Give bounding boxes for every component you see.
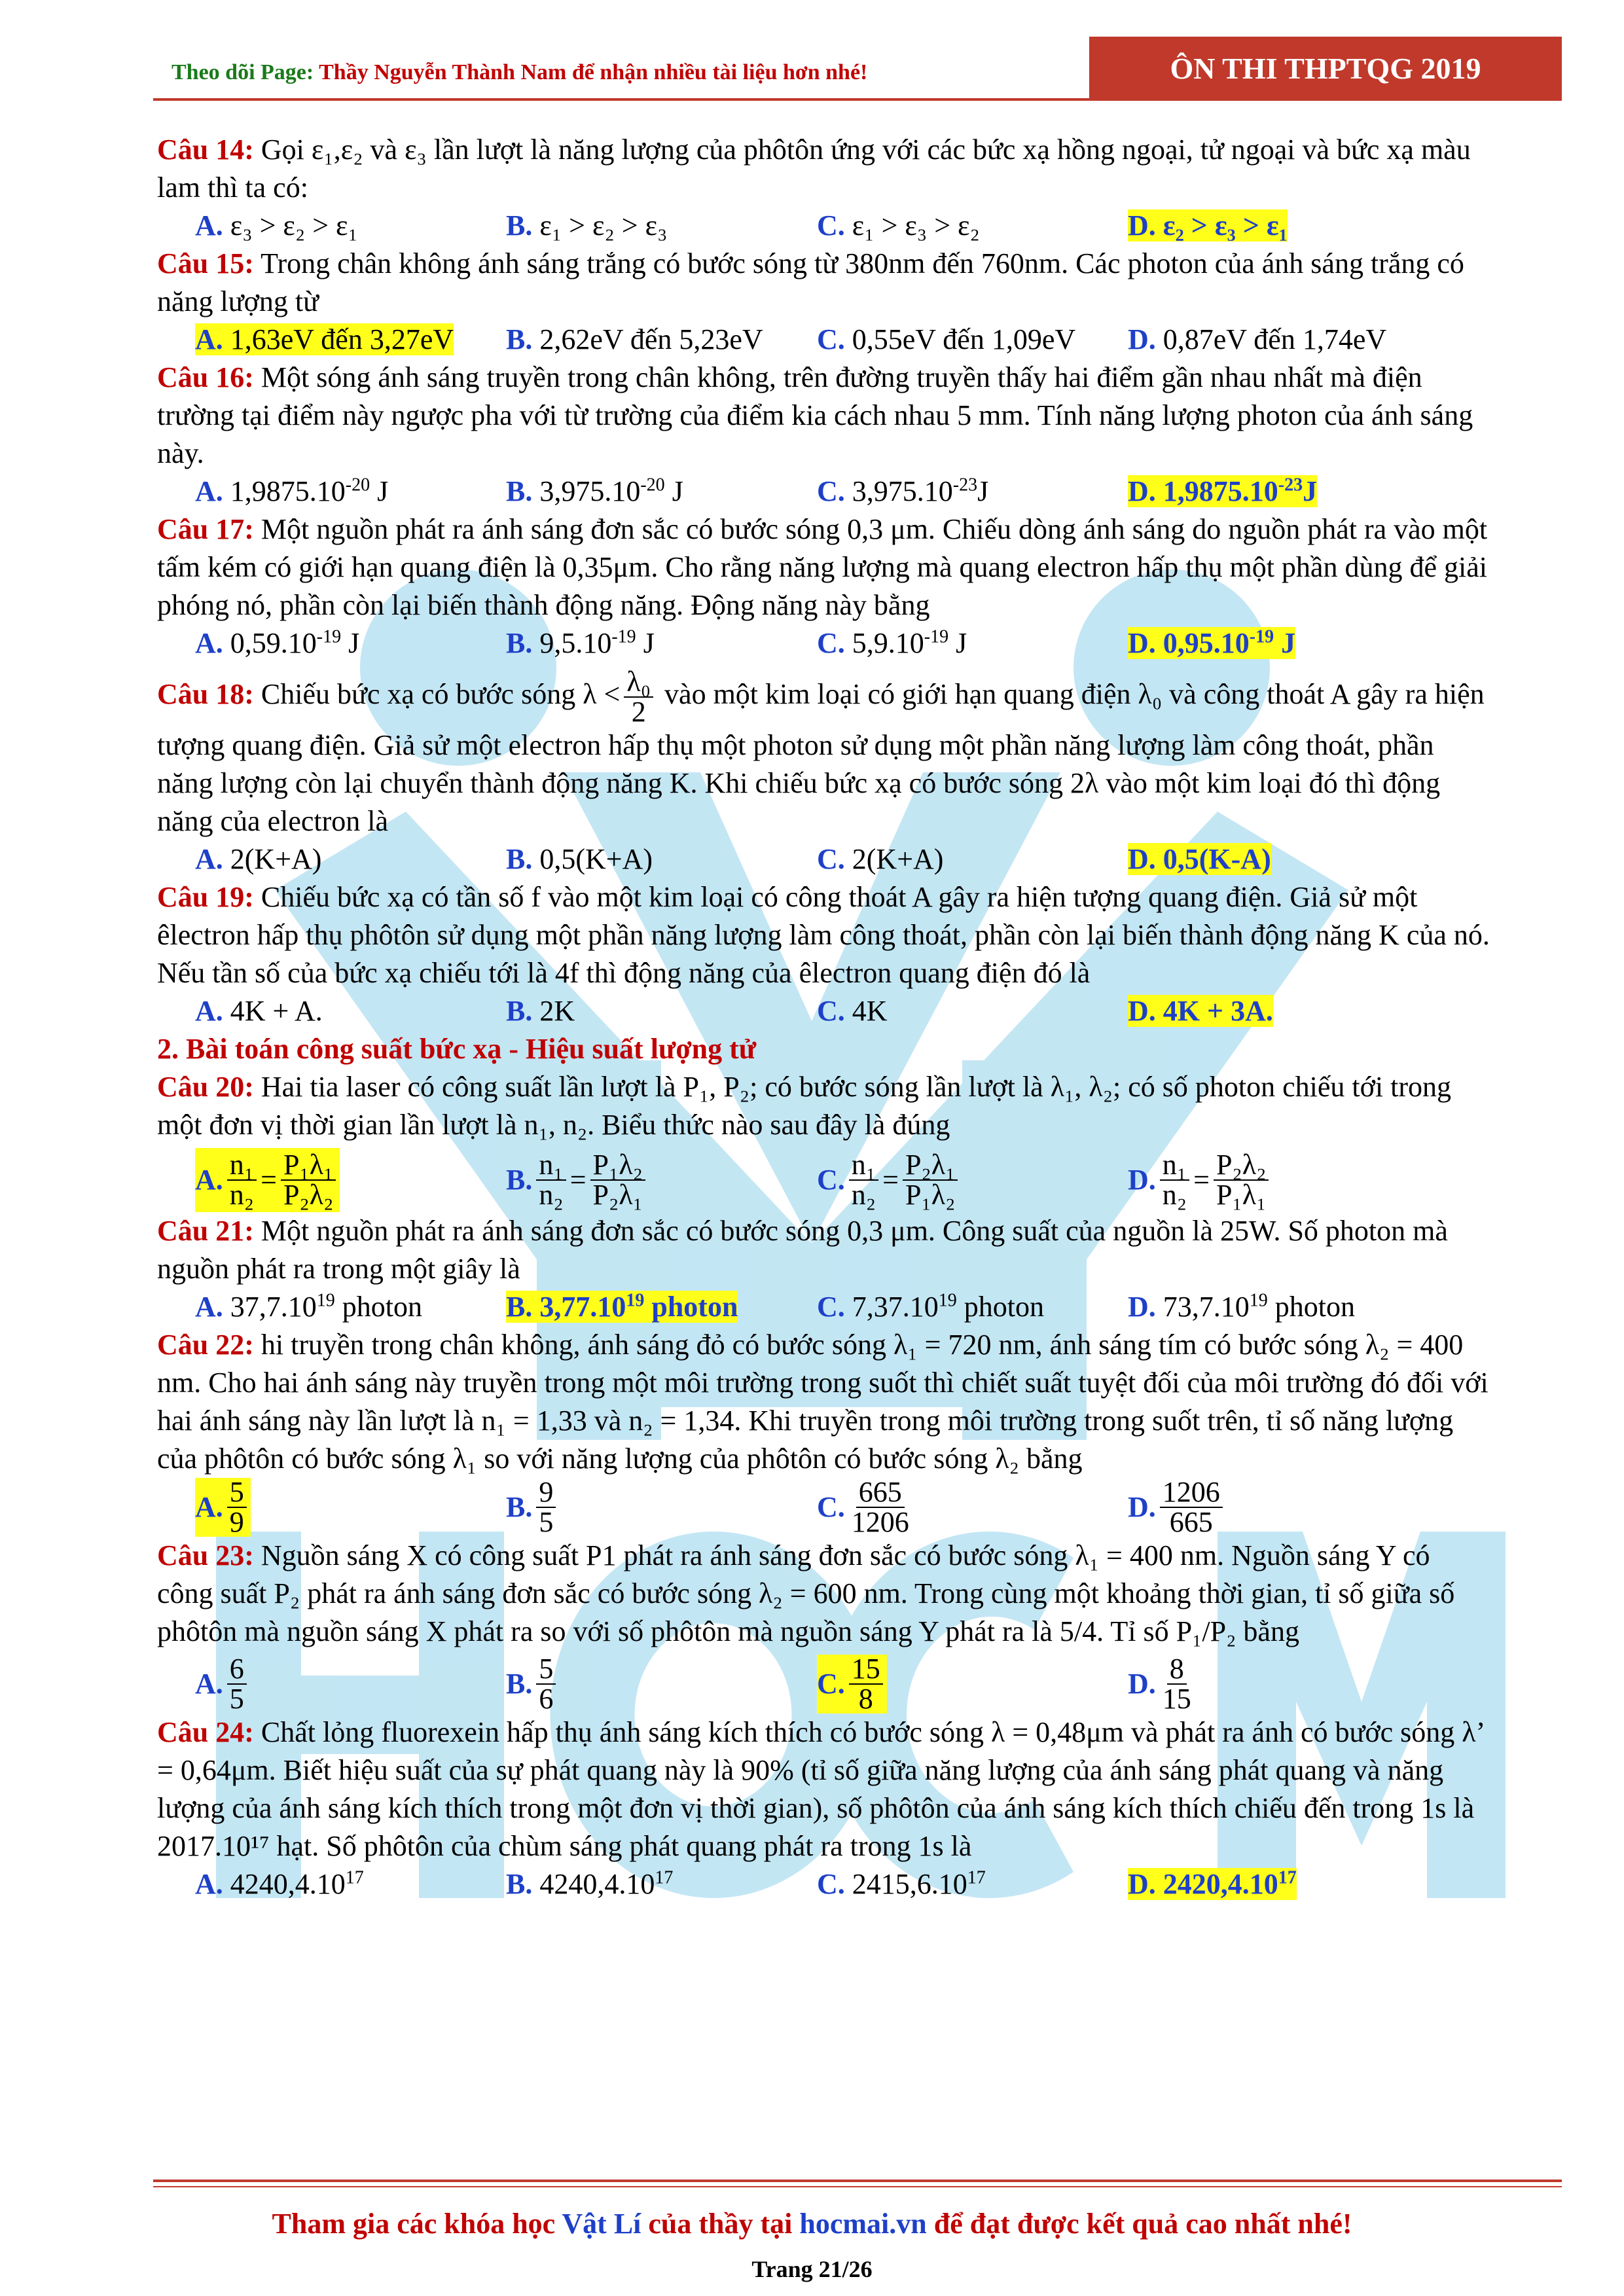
option-d[interactable]: D. 4K + 3A. xyxy=(1128,995,1273,1027)
option-a[interactable]: A. 4K + A. xyxy=(195,995,323,1027)
option-c[interactable]: C. $5,9.10^{-19}$ J xyxy=(817,626,967,659)
question-24: Câu 24: Chất lỏng fluorexein hấp thụ ánh sáng kích thích có bước sóng λ = 0,48μm và phát ra ánh có bước sóng λ’ = 0,64μm. Biết hiệu suất của sự phát quang này là 90% (tỉ số giữa năng lượng của ánh sáng phát quang và năng lượng của ánh sáng kích thích trong một đơn vị thời gian), số phôtôn của ánh sáng kích thích chiếu đến trong 1s là 2017.10¹⁷ hạt. Số phôtôn của chùm sáng phát quang phát ra trong 1s là xyxy=(157,1716,1483,1862)
option-b[interactable]: B. 3,77.10$^{19}$ photon xyxy=(506,1290,738,1323)
option-c[interactable]: C. $\frac{\text{n₁}}{\text{n₂}}$ = $\frac{\text{P₂λ₁}}{\text{P₁λ₂}}$ xyxy=(817,1148,1128,1212)
document-body xyxy=(157,131,1492,1903)
options-14 xyxy=(195,207,1492,245)
option-c[interactable]: C. $3,975.10^{-23}J$ xyxy=(817,475,989,507)
options-16 xyxy=(195,473,1492,511)
option-b[interactable]: B. 2,62eV đến 5,23eV xyxy=(506,323,763,355)
options-23 xyxy=(195,1655,1492,1713)
options-21 xyxy=(195,1288,1492,1326)
footer-divider-thin xyxy=(153,2186,1562,2187)
question-15: Câu 15: Trong chân không ánh sáng trắng có bước sóng từ 380nm đến 760nm. Các photon của ánh sáng trắng có năng lượng từ xyxy=(157,247,1464,317)
options-22 xyxy=(195,1478,1492,1537)
option-b[interactable]: B. 2K xyxy=(506,995,575,1027)
option-a[interactable]: A. $\frac{6}{5}$ xyxy=(195,1655,506,1713)
option-b[interactable]: B. $\frac{9}{5}$ xyxy=(506,1478,817,1537)
option-d[interactable]: D. $\frac{8}{15}$ xyxy=(1128,1653,1191,1715)
page-number: Trang 21/26 xyxy=(751,2256,873,2282)
option-c[interactable]: C. 4K xyxy=(817,995,888,1027)
options-18 xyxy=(195,840,1492,878)
options-19 xyxy=(195,992,1492,1030)
option-d[interactable]: D. $0,95.10^{-19}$ J xyxy=(1128,626,1296,659)
follow-suffix: để nhận nhiều tài liệu hơn nhé! xyxy=(566,60,868,84)
option-c[interactable]: C. 2415,6.10$^{17}$ xyxy=(817,1867,986,1900)
teacher-name[interactable]: Thầy Nguyễn Thành Nam xyxy=(319,60,567,84)
options-15 xyxy=(195,321,1492,359)
option-c[interactable]: C. 0,55eV đến 1,09eV xyxy=(817,323,1076,355)
option-d[interactable]: D. 0,87eV đến 1,74eV xyxy=(1128,323,1387,355)
exam-badge: ÔN THI THPTQG 2019 xyxy=(1089,37,1562,99)
option-a[interactable]: A. $\frac{5}{9}$ xyxy=(195,1478,506,1537)
question-20: Câu 20: Hai tia laser có công suất lần lượt là P₁, P₂; có bước sóng lần lượt là λ₁, λ₂; có số photon chiếu tới trong một đơn vị thời gian lần lượt là n₁, n₂. Biểu thức nào sau đây là đúng xyxy=(157,1071,1452,1141)
footer-divider xyxy=(153,2179,1562,2182)
option-b[interactable]: B. ε₁ > ε₂ > ε₃ xyxy=(506,209,668,242)
question-23: Câu 23: Nguồn sáng X có công suất P1 phát ra ánh sáng đơn sắc có bước sóng λ₁ = 400 nm. Nguồn sáng Y có công suất P₂ phát ra ánh sáng đơn sắc có bước sóng λ₂ = 600 nm. Trong cùng một khoảng thời gian, tỉ số giữa số phôtôn mà nguồn sáng X phát ra so với số phôtôn mà nguồn sáng Y phát ra là 5/4. Tỉ số P₁/P₂ bằng xyxy=(157,1539,1455,1647)
option-a[interactable]: A. 1,63eV đến 3,27eV xyxy=(195,323,454,355)
fraction-lambda0-over-2: $\frac{\text{λ₀}}{2}$ xyxy=(624,668,653,726)
option-c[interactable]: C. $\frac{15}{8}$ xyxy=(817,1655,1128,1713)
option-a[interactable]: A. ε₃ > ε₂ > ε₁ xyxy=(195,209,358,242)
options-20 xyxy=(195,1148,1492,1212)
option-d[interactable]: D. $\frac{\text{n₁}}{\text{n₂}}$ = $\frac{\text{P₂λ₂}}{\text{P₁λ₁}}$ xyxy=(1128,1148,1272,1212)
option-a[interactable]: A. 37,7.10$^{19}$ photon xyxy=(195,1290,423,1323)
option-d[interactable]: D. 0,5(K-A) xyxy=(1128,843,1271,875)
option-a[interactable]: A. 4240,4.10$^{17}$ xyxy=(195,1867,364,1900)
options-24 xyxy=(195,1865,1492,1903)
option-a[interactable]: A. $\frac{\text{n₁}}{\text{n₂}}$ = $\frac{\text{P₁λ₁}}{\text{P₂λ₂}}$ xyxy=(195,1148,506,1212)
section-heading: 2. Bài toán công suất bức xạ - Hiệu suất lượng tử xyxy=(157,1033,757,1065)
option-b[interactable]: B. $9,5.10^{-19}$ J xyxy=(506,626,655,659)
site-link[interactable]: hocmai.vn xyxy=(799,2208,927,2240)
option-b[interactable]: B. 0,5(K+A) xyxy=(506,843,653,875)
option-b[interactable]: B. $\frac{\text{n₁}}{\text{n₂}}$ = $\frac{\text{P₁λ₂}}{\text{P₂λ₁}}$ xyxy=(506,1148,817,1212)
option-d[interactable]: D. ε₂ > ε₃ > ε₁ xyxy=(1128,209,1288,242)
option-c[interactable]: C. 7,37.10$^{19}$ photon xyxy=(817,1290,1045,1323)
option-b[interactable]: B. $3,975.10^{-20}$ J xyxy=(506,475,683,507)
option-b[interactable]: B. $\frac{5}{6}$ xyxy=(506,1655,817,1713)
option-a[interactable]: A. $1,9875.10^{-20}$ J xyxy=(195,475,389,507)
header-follow-text xyxy=(171,60,867,85)
question-21: Câu 21: Một nguồn phát ra ánh sáng đơn sắc có bước sóng 0,3 μm. Công suất của nguồn là 25W. Số photon mà nguồn phát ra trong một giây là xyxy=(157,1215,1448,1285)
option-c[interactable]: C. ε₁ > ε₃ > ε₂ xyxy=(817,209,980,242)
option-d[interactable]: D. 2420,4.10$^{17}$ xyxy=(1128,1867,1297,1900)
option-d[interactable]: D. $1,9875.10^{-23}J$ xyxy=(1128,475,1318,507)
footer-promo: Tham gia các khóa học Vật Lí của thầy tại hocmai.vn để đạt được kết quả cao nhất nhé! xyxy=(272,2208,1352,2240)
options-17 xyxy=(195,624,1492,662)
option-c[interactable]: C. $\frac{665}{1206}$ xyxy=(817,1476,909,1538)
follow-prefix: Theo dõi Page: xyxy=(171,60,319,84)
header-divider xyxy=(153,98,1562,101)
option-c[interactable]: C. 2(K+A) xyxy=(817,843,944,875)
question-17: Câu 17: Một nguồn phát ra ánh sáng đơn sắc có bước sóng 0,3 μm. Chiếu dòng ánh sáng do nguồn phát ra vào một tấm kém có giới hạn quang điện là 0,35μm. Cho rằng năng lượng mà quang electron hấp thụ một phần dùng để giải phóng nó, phần còn lại biến thành động năng. Động năng này bằng xyxy=(157,513,1488,621)
question-16: Câu 16: Một sóng ánh sáng truyền trong chân không, trên đường truyền thấy hai điểm gần nhau nhất mà điện trường tại điểm này ngược pha với từ trường của điểm kia cách nhau 5 mm. Tính năng lượng photon của ánh sáng này. xyxy=(157,361,1473,469)
question-18: Câu 18: Chiếu bức xạ có bước sóng λ < $\frac{\text{λ₀}}{2}$ vào một kim loại có giới hạn quang điện λ₀ và công thoát A gây ra hiện tượng quang điện. Giả sử một electron hấp thụ một photon sử dụng một phần năng lượng làm công thoát, phần năng lượng còn lại chuyển thành động năng K. Khi chiếu bức xạ có bước sóng 2λ vào một kim loại đó thì động năng của electron là xyxy=(157,666,1485,837)
question-19: Câu 19: Chiếu bức xạ có tần số f vào một kim loại có công thoát A gây ra hiện tượng quang điện. Giả sử một êlectron hấp thụ phôtôn sử dụng một phần năng lượng làm công thoát, phần còn lại biến thành động năng K của nó. Nếu tần số của bức xạ chiếu tới là 4f thì động năng của êlectron quang điện đó là xyxy=(157,881,1490,989)
option-d[interactable]: D. $\frac{1206}{665}$ xyxy=(1128,1478,1227,1537)
option-a[interactable]: A. $0,59.10^{-19}$ J xyxy=(195,626,360,659)
question-22: Câu 22: hi truyền trong chân không, ánh sáng đỏ có bước sóng λ₁ = 720 nm, ánh sáng tím có bước sóng λ₂ = 400 nm. Cho hai ánh sáng này truyền trong một môi trường trong suốt thì chiết suất tuyệt đối của môi trường đó đối với hai ánh sáng này lần lượt là n₁ = 1,33 và n₂ = 1,34. Khi truyền trong môi trường trong suốt trên, tỉ số năng lượng của phôtôn có bước sóng λ₁ so với năng lượng của phôtôn có bước sóng λ₂ bằng xyxy=(157,1329,1489,1475)
option-d[interactable]: D. 73,7.10$^{19}$ photon xyxy=(1128,1290,1356,1323)
option-a[interactable]: A. 2(K+A) xyxy=(195,843,322,875)
option-b[interactable]: B. 4240,4.10$^{17}$ xyxy=(506,1867,674,1900)
question-14: Câu 14: Gọi ε₁,ε₂ và ε₃ lần lượt là năng lượng của phôtôn ứng với các bức xạ hồng ngoại, tử ngoại và bức xạ màu lam thì ta có: xyxy=(157,134,1471,204)
